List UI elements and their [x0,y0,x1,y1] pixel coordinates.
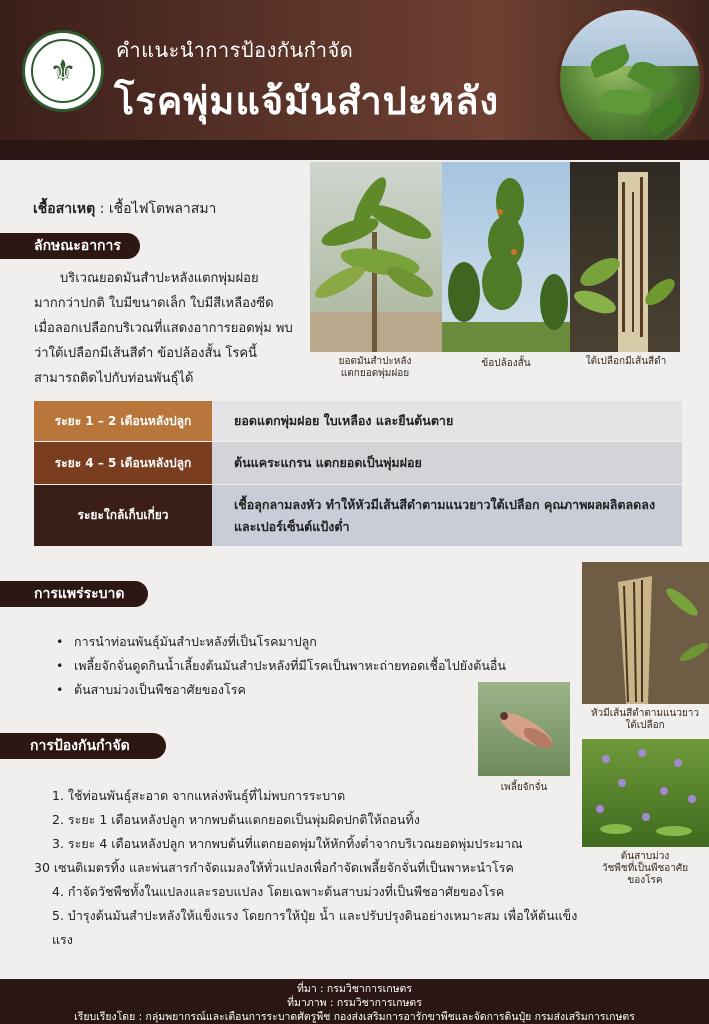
photo-caption: ใต้เปลือกมีเส้นสีดำ [585,356,667,367]
stage-label: ระยะ 1 – 2 เดือนหลังปลูก [34,401,212,441]
photo-weed-host [582,739,709,847]
spread-heading: การแพร่ระบาด [0,581,148,607]
prevention-heading: การป้องกันกำจัด [0,733,166,759]
photo-caption: ต้นสาบม่วง วัชพืชที่เป็นพืชอาศัย ของโรค [601,851,689,886]
stage-row [34,401,682,441]
photo-caption: เพลี้ยจักจั่น [500,782,548,793]
cause-separator: : [99,201,105,217]
footer-compiled-by: เรียบเรียงโดย : กลุ่มพยากรณ์และเตือนการระบาดศัตรูพืช กองส่งเสริมการอารักขาพืชและจัดการดินปุ๋ย กรมส่งเสริมการเกษตร [74,1011,635,1023]
symptoms-text: บริเวณยอดมันสำปะหลังแตกพุ่มฝอยมากกว่าปกติ ใบมีขนาดเล็ก ใบมีสีเหลืองซีด เมื่อลอกเปลือกบริเวณที่แสดงอาการยอดพุ่ม พบว่าใต้เปลือกมีเส้นสีดำ ข้อปล้องสั้น โรคนี้สามารถติดไปกับท่อนพันธุ์ได้ [34,271,293,386]
photo-caption: หัวมีเส้นสีดำตามแนวยาว ใต้เปลือก [590,708,700,731]
page-title: โรคพุ่มแจ้มันสำปะหลัง [114,79,500,123]
list-item: 4. กำจัดวัชพืชทั้งในแปลงและรอบแปลง โดยเฉพาะต้นสาบม่วงที่เป็นพืชอาศัยของโรค [52,884,505,899]
stage-description: ต้นแคระแกรน แตกยอดเป็นพุ่มฝอย [212,442,682,484]
list-item: • ต้นสาบม่วงเป็นพืชอาศัยของโรค [56,678,506,702]
list-item: 30 เซนติเมตรทิ้ง และพ่นสารกำจัดแมลงให้ทั่วแปลงเพื่อกำจัดเพลี้ยจักจั่นที่เป็นพาหะนำโรค [34,860,514,875]
footer [0,979,709,1024]
list-item: 1. ใช้ท่อนพันธุ์สะอาด จากแหล่งพันธุ์ที่ไม่พบการระบาด [52,788,346,803]
symptoms-heading: ลักษณะอาการ [0,233,140,259]
stage-label: ระยะใกล้เก็บเกี่ยว [34,485,212,546]
header-cassava-photo [556,6,704,154]
header-banner [0,0,709,160]
cause-line [33,198,216,220]
photo-bushy-top [310,162,442,352]
photo-caption: ข้อปล้องสั้น [481,358,531,369]
stage-label: ระยะ 4 – 5 เดือนหลังปลูก [34,442,212,484]
list-item: • การนำท่อนพันธุ์มันสำปะหลังที่เป็นโรคมาปลูก [56,630,506,654]
stage-description: เชื้อลุกลามลงหัว ทำให้หัวมีเส้นสีดำตามแนวยาวใต้เปลือก คุณภาพผลผลิตลดลง และเปอร์เซ็นต์แป้งต่ำ [212,485,682,546]
photo-caption: ยอดมันสำปะหลัง แตกยอดพุ่มฝอย [338,356,412,379]
list-item: 2. ระยะ 1 เดือนหลังปลูก หากพบต้นแตกยอดเป็นพุ่มผิดปกติให้ถอนทิ้ง [52,812,420,827]
list-item: 5. บำรุงต้นมันสำปะหลังให้แข็งแรง โดยการให้ปุ๋ย น้ำ และปรับปรุงดินอย่างเหมาะสม เพื่อให้ต้นแข็งแรง [52,908,578,947]
spread-list [56,630,506,702]
footer-source: ที่มา : กรมวิชาการเกษตร [296,983,412,995]
stage-description: ยอดแตกพุ่มฝอย ใบเหลือง และยืนต้นตาย [212,401,682,441]
list-item: 3. ระยะ 4 เดือนหลังปลูก หากพบต้นที่แตกยอดพุ่มให้หักทิ้งต่ำจากบริเวณยอดพุ่มประมาณ [52,836,523,851]
cause-value: เชื้อไฟโตพลาสมา [108,201,217,217]
stage-row [34,442,682,484]
prevention-list [34,784,594,952]
stage-row [34,485,682,546]
department-seal-icon: ⚜ [22,30,104,112]
photo-black-streaks [570,162,680,352]
footer-image-source: ที่มาภาพ : กรมวิชาการเกษตร [287,997,422,1009]
photo-leafhopper [478,682,570,776]
list-item: • เพลี้ยจักจั่นดูดกินน้ำเลี้ยงต้นมันสำปะหลังที่มีโรคเป็นพาหะถ่ายทอดเชื้อไปยังต้นอื่น [56,654,506,678]
page-subtitle: คำแนะนำการป้องกันกำจัด [116,38,354,62]
cause-label: เชื้อสาเหตุ [33,201,96,217]
photo-short-internodes [442,162,570,352]
photo-root-streaks [582,562,709,704]
